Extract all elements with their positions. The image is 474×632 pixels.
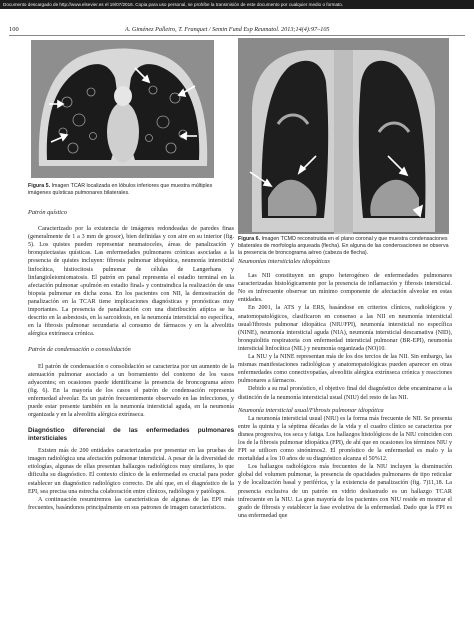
figure-5-text: Imagen TCAR localizada en lóbulos inferiores que muestra múltiples imágenes quísticas pulmonares bilaterales. bbox=[28, 183, 213, 196]
paragraph: Debido a su mal pronóstico, el objetivo final del diagnóstico debe encaminarse a la distinción de la neumonía intersticial usual (NIU) del resto de las NII. bbox=[238, 386, 452, 401]
paragraph: Existen más de 200 entidades caracterizadas por presentar en las pruebas de imagen radiológica una afectación pulmonar intersticial. A pesar de la diversidad de etiologías, algunas de ellas presentan hallazgos radiológicos muy similares, lo que dificulta su diagnóstico. El contexto clínico de la enfermedad es crucial para poder establecer un diagnóstico radiológico correcto. De ahí que, en el diagnóstico de la EPI, sea precisa una estrecha colaboración entre clínicos, radiólogos y patólogos. bbox=[28, 448, 234, 495]
figure-5-ct-image bbox=[31, 40, 214, 178]
section-heading-patron-quistico: Patrón quístico bbox=[28, 209, 68, 216]
paragraph: En 2001, la ATS y la ERS, basándose en criterios clínicos, radiológicos y anatomopatológicos, clasificaron en consenso a las NII en neumonía intersticial usual/fibrosis pulmonar idiopática (NIU/FPI), neumonía intersticial no específica (NINE), neumonía intersticial aguda (NIA), neumonía intersticial descamativa (NID), bronquiolitis respiratoria con enfermedad intersticial pulmonar (BR-EPI), neumonía intersticial linfocítica (NIL) y neumonía organizada (NO)10. bbox=[238, 305, 452, 352]
paragraph: La NIU y la NINE representan más de los dos tercios de las NII. Sin embargo, las mismas manifestaciones radiológicas y anatomopatológicas pueden aparecer en otras enfermedades como conectivopatías, alveolitis alérgica extrínseca crónica y reacciones pulmonares a fármacos. bbox=[238, 354, 452, 385]
figure-5-caption bbox=[28, 183, 235, 197]
figure-6-caption bbox=[238, 236, 453, 257]
figure-6-label: Figura 6. bbox=[238, 236, 261, 242]
right-column bbox=[238, 258, 452, 520]
download-banner: Documento descargado de http://www.elsevier.es el 19/07/2016. Copia para uso personal, se prohíbe la transmisión de este documento por cualquier medio o formato. bbox=[0, 0, 474, 9]
section-heading-diagnostico-diferencial: Diagnóstico diferencial de las enfermedades pulmonares intersticiales bbox=[28, 427, 234, 443]
paragraph: El patrón de condensación o consolidación se caracteriza por un aumento de la atenuación pulmonar asociado a un borramiento del contorno de los vasos adyacentes; en ocasiones puede identificarse la presencia de broncograma aéreo (fig. 6). En la mayoría de los casos el patrón de condensación representa enfermedad alveolar. Es un patrón frecuentemente observado en las infecciones, y puede estar presente también en la neumonía intersticial aguda, en la neumonía organizada y en la alveolitis alérgica extrínseca. bbox=[28, 363, 234, 419]
left-column bbox=[28, 209, 234, 512]
section-heading-nii: Neumonías intersticiales idiopáticas bbox=[238, 258, 330, 265]
paragraph: A continuación resumiremos las características de algunas de las EPI más frecuentes, basándonos principalmente en sus patrones de imagen característicos. bbox=[28, 496, 234, 511]
section-heading-niu-fpi: Neumonía intersticial usual/Fibrosis pulmonar idiopática bbox=[238, 406, 384, 414]
page-number: 100 bbox=[9, 26, 19, 33]
figure-6-text: Imagen TCMD reconstruida en el plano coronal y que muestra condensaciones bilaterales de morfología arqueada (flecha). En alguna de las condensaciones se observa la presencia de broncograma aéreo (cabeza de flecha). bbox=[238, 236, 449, 256]
header-rule bbox=[9, 35, 465, 36]
paragraph: La neumonía intersticial usual (NIU) es la forma más frecuente de NII. Se presenta entre la quinta y la séptima décadas de la vida y el cuadro clínico se caracteriza por disnea progresiva, tos seca y fatiga. Los hallazgos histológicos de la NIU coinciden con los de la fibrosis pulmonar idiopática (FPI), de ahí que en ocasiones los términos NIU y FPI se utilicen como sinónimos2. El pronóstico de la enfermedad es malo y la mortalidad a los 10 años de su diagnóstico alcanza el 50%12. bbox=[238, 415, 452, 463]
paragraph: Los hallazgos radiológicos más frecuentes de la NIU incluyen la disminución global del volumen pulmonar, la presencia de opacidades pulmonares de tipo reticular y de localización basal y periférica, y la existencia de panalización (fig. 7)11,18. La presencia exclusiva de un patrón en vidrio deslustrado es un hallazgo TCAR infrecuente en la NIU. La gran mayoría de los pacientes con NIU reside en mostrar el grado de fibrosis y establecer la fase evolutiva de la enfermedad. Dado que la FPI es una enfermedad que bbox=[238, 464, 452, 519]
figure-6-ct-image bbox=[238, 38, 449, 234]
figure-5-label: Figura 5. bbox=[28, 183, 51, 189]
section-heading-patron-condensacion: Patrón de condensación o consolidación bbox=[28, 346, 131, 354]
running-head: A. Giménez Palleiro, T. Franquet / Semin Fund Esp Reumatol. 2013;14(4):97–105 bbox=[125, 26, 330, 33]
paragraph: Caracterizado por la existencia de imágenes redondeadas de paredes finas (generalmente de 1 a 3 mm de grosor), bien definidas y con aire en su interior (fig. 5). Los quistes pueden representar neumatoceles, áreas de panalización y bronquiectasias quísticas. Las enfermedades pulmonares crónicas asociadas a la presencia de quistes incluyen: fibrosis pulmonar idiopática, neumonía intersticial linfocítica, histiocitosis pulmonar de células de Langerhans y linfangioleiomiomatosis. El patrón en panal representa el estadio terminal en la afectación pulmonar «pulmón en estadio final» y contraindica la realización de una biopsia pulmonar en dicha zona. En los pacientes con NII, la demostración de panalización en la TCAR tiene implicaciones diagnósticas y pronósticas muy importantes. La presencia de panalización con una distribución atípica se ha descrito en la asbestosis, en la sarcoidosis, en la neumonía intersticial no específica, en la fibrosis pulmonar secundaria al consumo de fármacos y en la alveolitis alérgica extrínseca crónica. bbox=[28, 226, 234, 338]
paragraph: Las NII constituyen un grupo heterogéneo de enfermedades pulmonares caracterizadas histológicamente por la presencia de inflamación y fibrosis intersticial. No es infrecuente observar un mínimo componente de afectación alveolar en estas entidades. bbox=[238, 273, 452, 304]
